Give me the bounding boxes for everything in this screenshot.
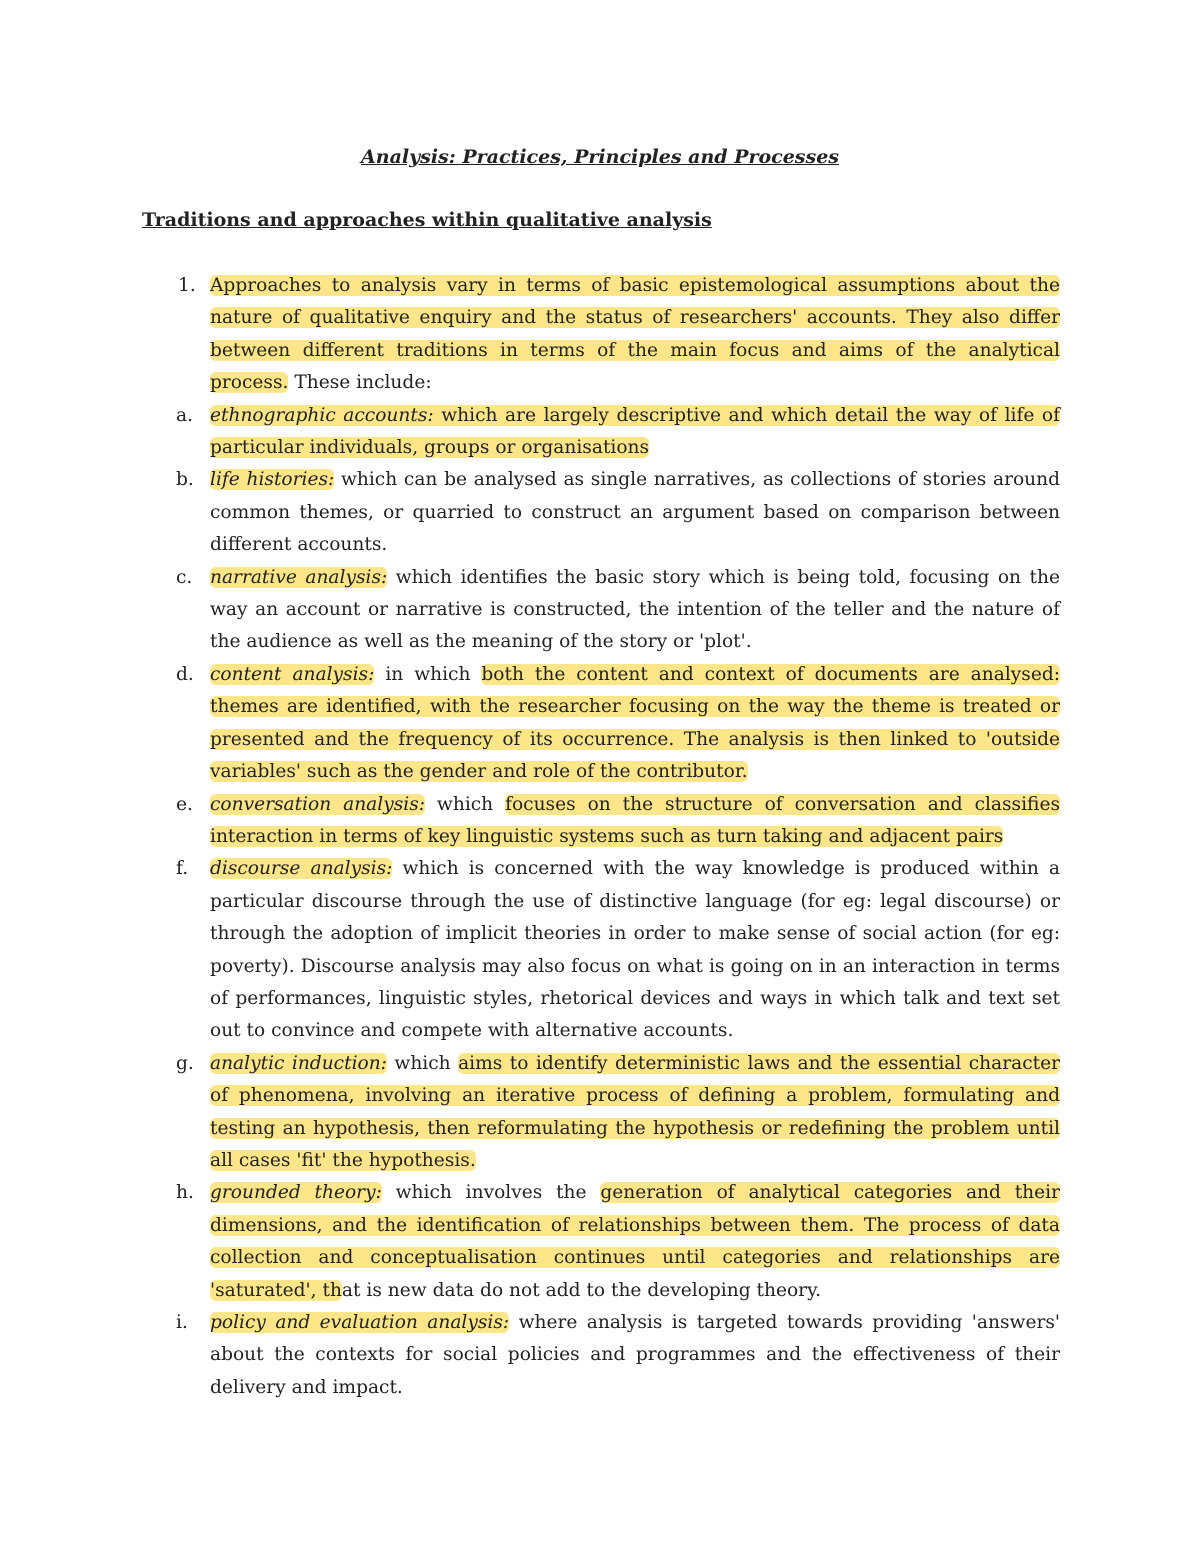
list-marker: 1. [178, 275, 196, 296]
highlighted-text: aims to identify deterministic laws and the essential character of phenomena, involving an iterative process of defining a problem, formulating and testing an hypothesis, then reformulating the hypothesis or redefining the problem until all cases 'fit' the hypothesis. [210, 1052, 1060, 1171]
list-marker: f. [176, 858, 189, 880]
plain-text: which [386, 1052, 459, 1074]
plain-text-after: at is new data do not add to the developing theory. [341, 1279, 822, 1301]
document-title: Analysis: Practices, Principles and Processes [361, 146, 839, 168]
list-marker: h. [176, 1182, 194, 1204]
term-label: narrative analysis: [210, 566, 388, 588]
term-label: grounded theory: [210, 1182, 382, 1204]
term-label: analytic induction: [210, 1052, 387, 1074]
highlighted-text: which are largely descriptive and which detail the way of life of particular individuals, groups or organisations [210, 404, 1060, 459]
approaches-list [142, 270, 1060, 1404]
plain-text: in which [374, 663, 482, 685]
list-item-life-histories [142, 464, 1060, 561]
list-marker: g. [176, 1052, 194, 1074]
list-item-conversation-analysis [142, 789, 1060, 854]
plain-text: which identifies the basic story which is being told, focusing on the way an account or narrative is constructed, the intention of the teller and the nature of the audience as well as the meaning of the story or 'plot'. [210, 566, 1060, 653]
term-label: life histories: [210, 469, 335, 491]
plain-text: which can be analysed as single narratives, as collections of stories around common themes, or quarried to construct an argument based on comparison between different accounts. [210, 469, 1060, 556]
list-item-discourse-analysis [142, 853, 1060, 1047]
plain-text: These include: [288, 372, 432, 394]
plain-text: where analysis is targeted towards providing 'answers' about the contexts for social policies and programmes and the effectiveness of their delivery and impact. [210, 1312, 1060, 1398]
list-item-content-analysis [142, 659, 1060, 789]
term-label: content analysis: [210, 663, 375, 685]
list-item-ethnographic-accounts [142, 400, 1060, 465]
list-marker: e. [176, 793, 193, 815]
list-item-intro [142, 270, 1060, 400]
highlighted-text: Approaches to analysis vary in terms of basic epistemological assumptions about the nature of qualitative enquiry and the status of researchers' accounts. They also differ between different traditions in terms of the main focus and aims of the analytical process. [210, 275, 1060, 394]
highlighted-text: both the content and context of documents are analysed: themes are identified, with the researcher focusing on the way the theme is treated or presented and the frequency of its occurrence. The analysis is then linked to 'outside variables' such as the gender and role of the contributor. [210, 663, 1060, 783]
term-label: ethnographic accounts: [210, 404, 434, 426]
list-marker: c. [176, 566, 193, 588]
list-marker: b. [176, 469, 194, 491]
highlighted-text: focuses on the structure of conversation and classifies interaction in terms of key linguistic systems such as turn taking and adjacent pairs [210, 793, 1060, 847]
list-marker: d. [176, 663, 194, 685]
list-marker: a. [176, 404, 193, 426]
list-item-grounded-theory [142, 1177, 1060, 1307]
list-item-narrative-analysis [142, 562, 1060, 659]
list-marker: i. [176, 1312, 188, 1333]
term-label: conversation analysis: [210, 793, 426, 815]
highlighted-text: generation of analytical categories and their dimensions, and the identification of relationships between them. The process of data collection and conceptualisation continues until categories and relationships are 'saturated', th [210, 1182, 1060, 1301]
plain-text: which involves the [381, 1182, 601, 1204]
section-heading: Traditions and approaches within qualitative analysis [142, 209, 712, 231]
plain-text: which [425, 793, 506, 815]
list-item-policy-evaluation-analysis [142, 1307, 1060, 1404]
plain-text: which is concerned with the way knowledge is produced within a particular discourse through the use of distinctive language (for eg: legal discourse) or through the adoption of implicit theories in order to make sense of social action (for eg: poverty). Discourse analysis may also focus on what is going on in an interaction in terms of performances, linguistic styles, rhetorical devices and ways in which talk and text set out to convince and compete with alternative accounts. [210, 858, 1060, 1042]
list-item-analytic-induction [142, 1048, 1060, 1178]
term-label: policy and evaluation analysis: [210, 1312, 510, 1333]
term-label: discourse analysis: [210, 858, 393, 880]
